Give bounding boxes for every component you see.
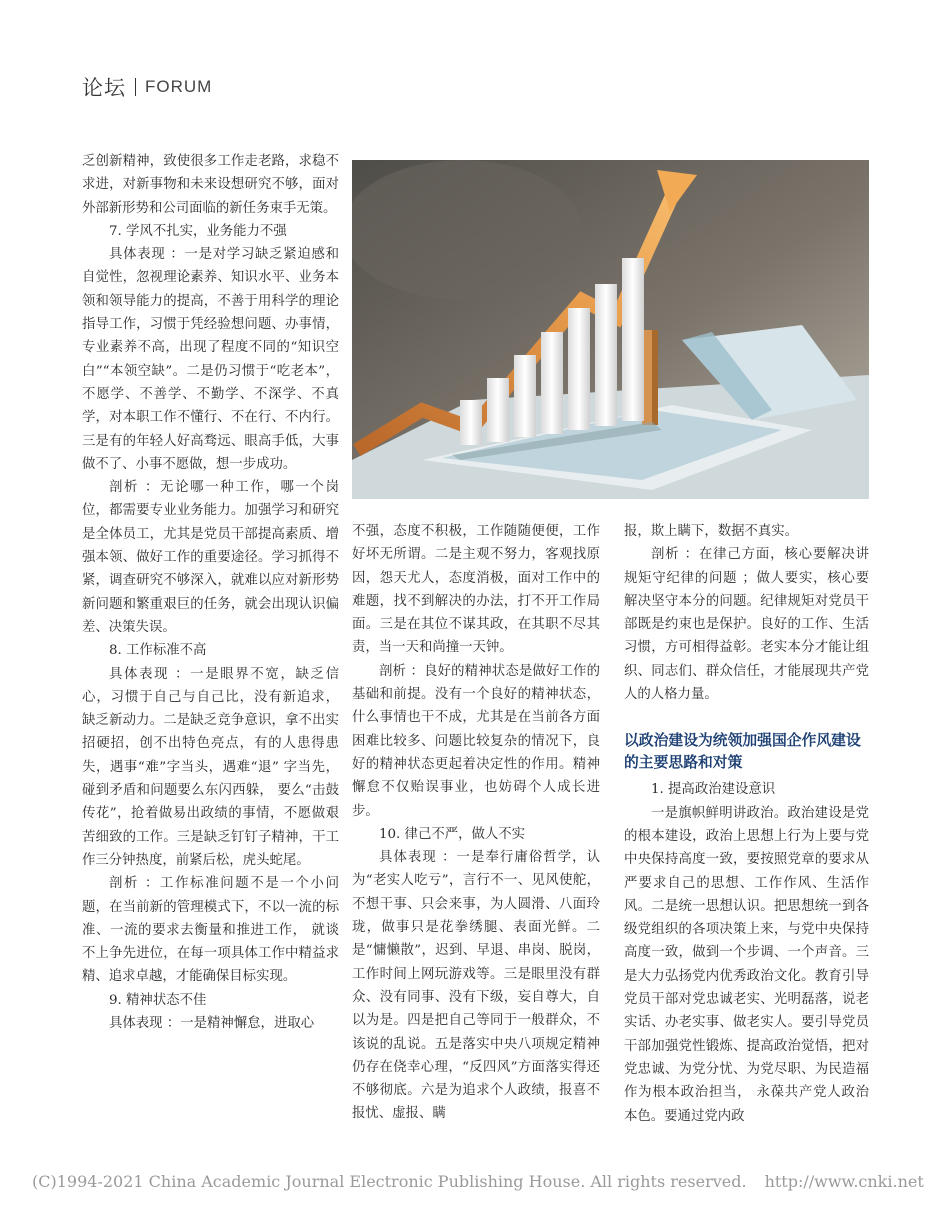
- paragraph: 剖析 ：在律己方面，核心要解决讲规矩守纪律的问题 ；做人要实，核心要解决坚守本分的问题。纪律规矩对党员干部既是约束也是保护。良好的工作、生活习惯，方可相得益彰。老实本分才能让组织、同志们、群众信任，才能展现共产党人的人格力量。: [624, 547, 869, 703]
- paragraph: 具体表现 ：一是奉行庸俗哲学，认为“老实人吃亏”，言行不一、见风使舵，不想干事、只会来事，为人圆滑、八面玲珑，做事只是花拳绣腿、表面光鲜。二是“慵懒散”，迟到、早退、串岗、脱岗，工作时间上网玩游戏等。三是眼里没有群众、没有同事、没有下级，妄自尊大，自以为是。四是把自己等同于一般群众，不该说的乱说。五是落实中央八项规定精神仍存在侥幸心理，“反四风”方面落实得还不够彻底。六是为追求个人政绩，报喜不报忧、虚报、瞒: [352, 850, 600, 1122]
- running-header: [82, 72, 212, 102]
- column-3: [624, 520, 869, 1128]
- paragraph: 剖析 ：无论哪一种工作，哪一个岗位，都需要专业业务能力。加强学习和研究是全体员工，尤其是党员干部提高素质、增强本领、做好工作的重要途径。学习抓得不紧，调查研究不够深入，就难以应对新形势新问题和繁重艰巨的任务，就会出现认识偏差、决策失误。: [82, 480, 339, 635]
- paragraph: 具体表现 ：一是精神懈怠，进取心: [109, 1015, 315, 1031]
- growth-chart-photo: [352, 160, 869, 499]
- header-divider: [135, 78, 136, 96]
- copyright-footer: [32, 1172, 924, 1191]
- column-1: [82, 150, 339, 1035]
- subheading-8: 8. 工作标准不高: [109, 643, 207, 659]
- subheading-7: 7. 学风不扎实，业务能力不强: [109, 223, 287, 239]
- paragraph: 不强，态度不积极，工作随随便便，工作好坏无所谓。二是主观不努力，客观找原因，怨天尤人，态度消极，面对工作中的难题，找不到解决的办法，打不开工作局面。三是在其位不谋其政，在其职不尽其责，当一天和尚撞一天钟。: [352, 524, 600, 656]
- paragraph: 一是旗帜鲜明讲政治。政治建设是党的根本建设，政治上思想上行为上要与党中央保持高度一致，要按照党章的要求从严要求自己的思想、工作作风、生活作风。二是统一思想认识。把思想统一到各级党组织的各项决策上来，与党中央保持高度一致，做到一个步调、一个声音。三是大力弘扬党内优秀政治文化。教育引导党员干部对党忠诚老实、光明磊落，说老实话、办老实事、做老实人。要引导党员干部加强党性锻炼、提高政治觉悟，把对党忠诚、为党分忧、为党尽职、为民造福作为根本政治担当， 永葆共产党人政治本色。要通过党内政: [624, 805, 869, 1124]
- copyright-text: (C)1994-2021 China Academic Journal Electronic Publishing House. All rights reserved.: [32, 1172, 747, 1191]
- paragraph: 乏创新精神，致使很多工作走老路，求稳不求进，对新事物和未来设想研究不够，面对外部新形势和公司面临的新任务束手无策。: [82, 154, 339, 216]
- section-title: 以政治建设为统领加强国企作风建设的主要思路和对策: [624, 732, 861, 772]
- subheading-1: 1. 提高政治建设意识: [651, 782, 776, 798]
- paragraph: 具体表现 ：一是对学习缺乏紧迫感和自觉性，忽视理论素养、知识水平、业务本领和领导能力的提高，不善于用科学的理论指导工作，习惯于凭经验想问题、办事情，专业素养不高，出现了程度不同的“知识空白”“本领空缺”。二是仍习惯于“吃老本”，不愿学、不善学、不勤学、不深学、不真学，对本职工作不懂行、不在行、不内行。三是有的年轻人好高骛远、眼高手低，大事做不了、小事不愿做，想一步成功。: [82, 247, 339, 472]
- column-2: [352, 520, 600, 1126]
- paragraph: 剖析 ：工作标准问题不是一个小问题，在当前新的管理模式下，不以一流的标准、一流的要求去衡量和推进工作， 就谈不上争先进位，在每一项具体工作中精益求精、追求卓越，才能确保目标实现。: [82, 876, 339, 985]
- subheading-9: 9. 精神状态不佳: [109, 992, 207, 1008]
- paragraph: 剖析 ：良好的精神状态是做好工作的基础和前提。没有一个良好的精神状态，什么事情也干不成，尤其是在当前各方面困难比较多、问题比较复杂的情况下，良好的精神状态更起着决定性的作用。精神懈怠不仅贻误事业，也妨碍个人成长进步。: [352, 663, 600, 819]
- paragraph: 报，欺上瞒下，数据不真实。: [624, 524, 799, 539]
- paragraph: 具体表现 ：一是眼界不宽，缺乏信心，习惯于自己与自己比，没有新追求， 缺乏新动力。二是缺乏竞争意识，拿不出实招硬招，创不出特色亮点，有的人患得患失，遇事“难”字当头，遇难“退” 字当先，碰到矛盾和问题要么东闪西躲， 要么“击鼓传花”，抢着做易出政绩的事情，不愿做艰苦细致的工作。三是缺乏钉钉子精神，干工作三分钟热度，前紧后松，虎头蛇尾。: [82, 666, 339, 868]
- section-name-en: FORUM: [145, 77, 213, 96]
- section-name-zh: 论坛: [82, 76, 126, 100]
- website-url: http://www.cnki.net: [764, 1172, 924, 1191]
- subheading-10: 10. 律己不严，做人不实: [379, 826, 526, 842]
